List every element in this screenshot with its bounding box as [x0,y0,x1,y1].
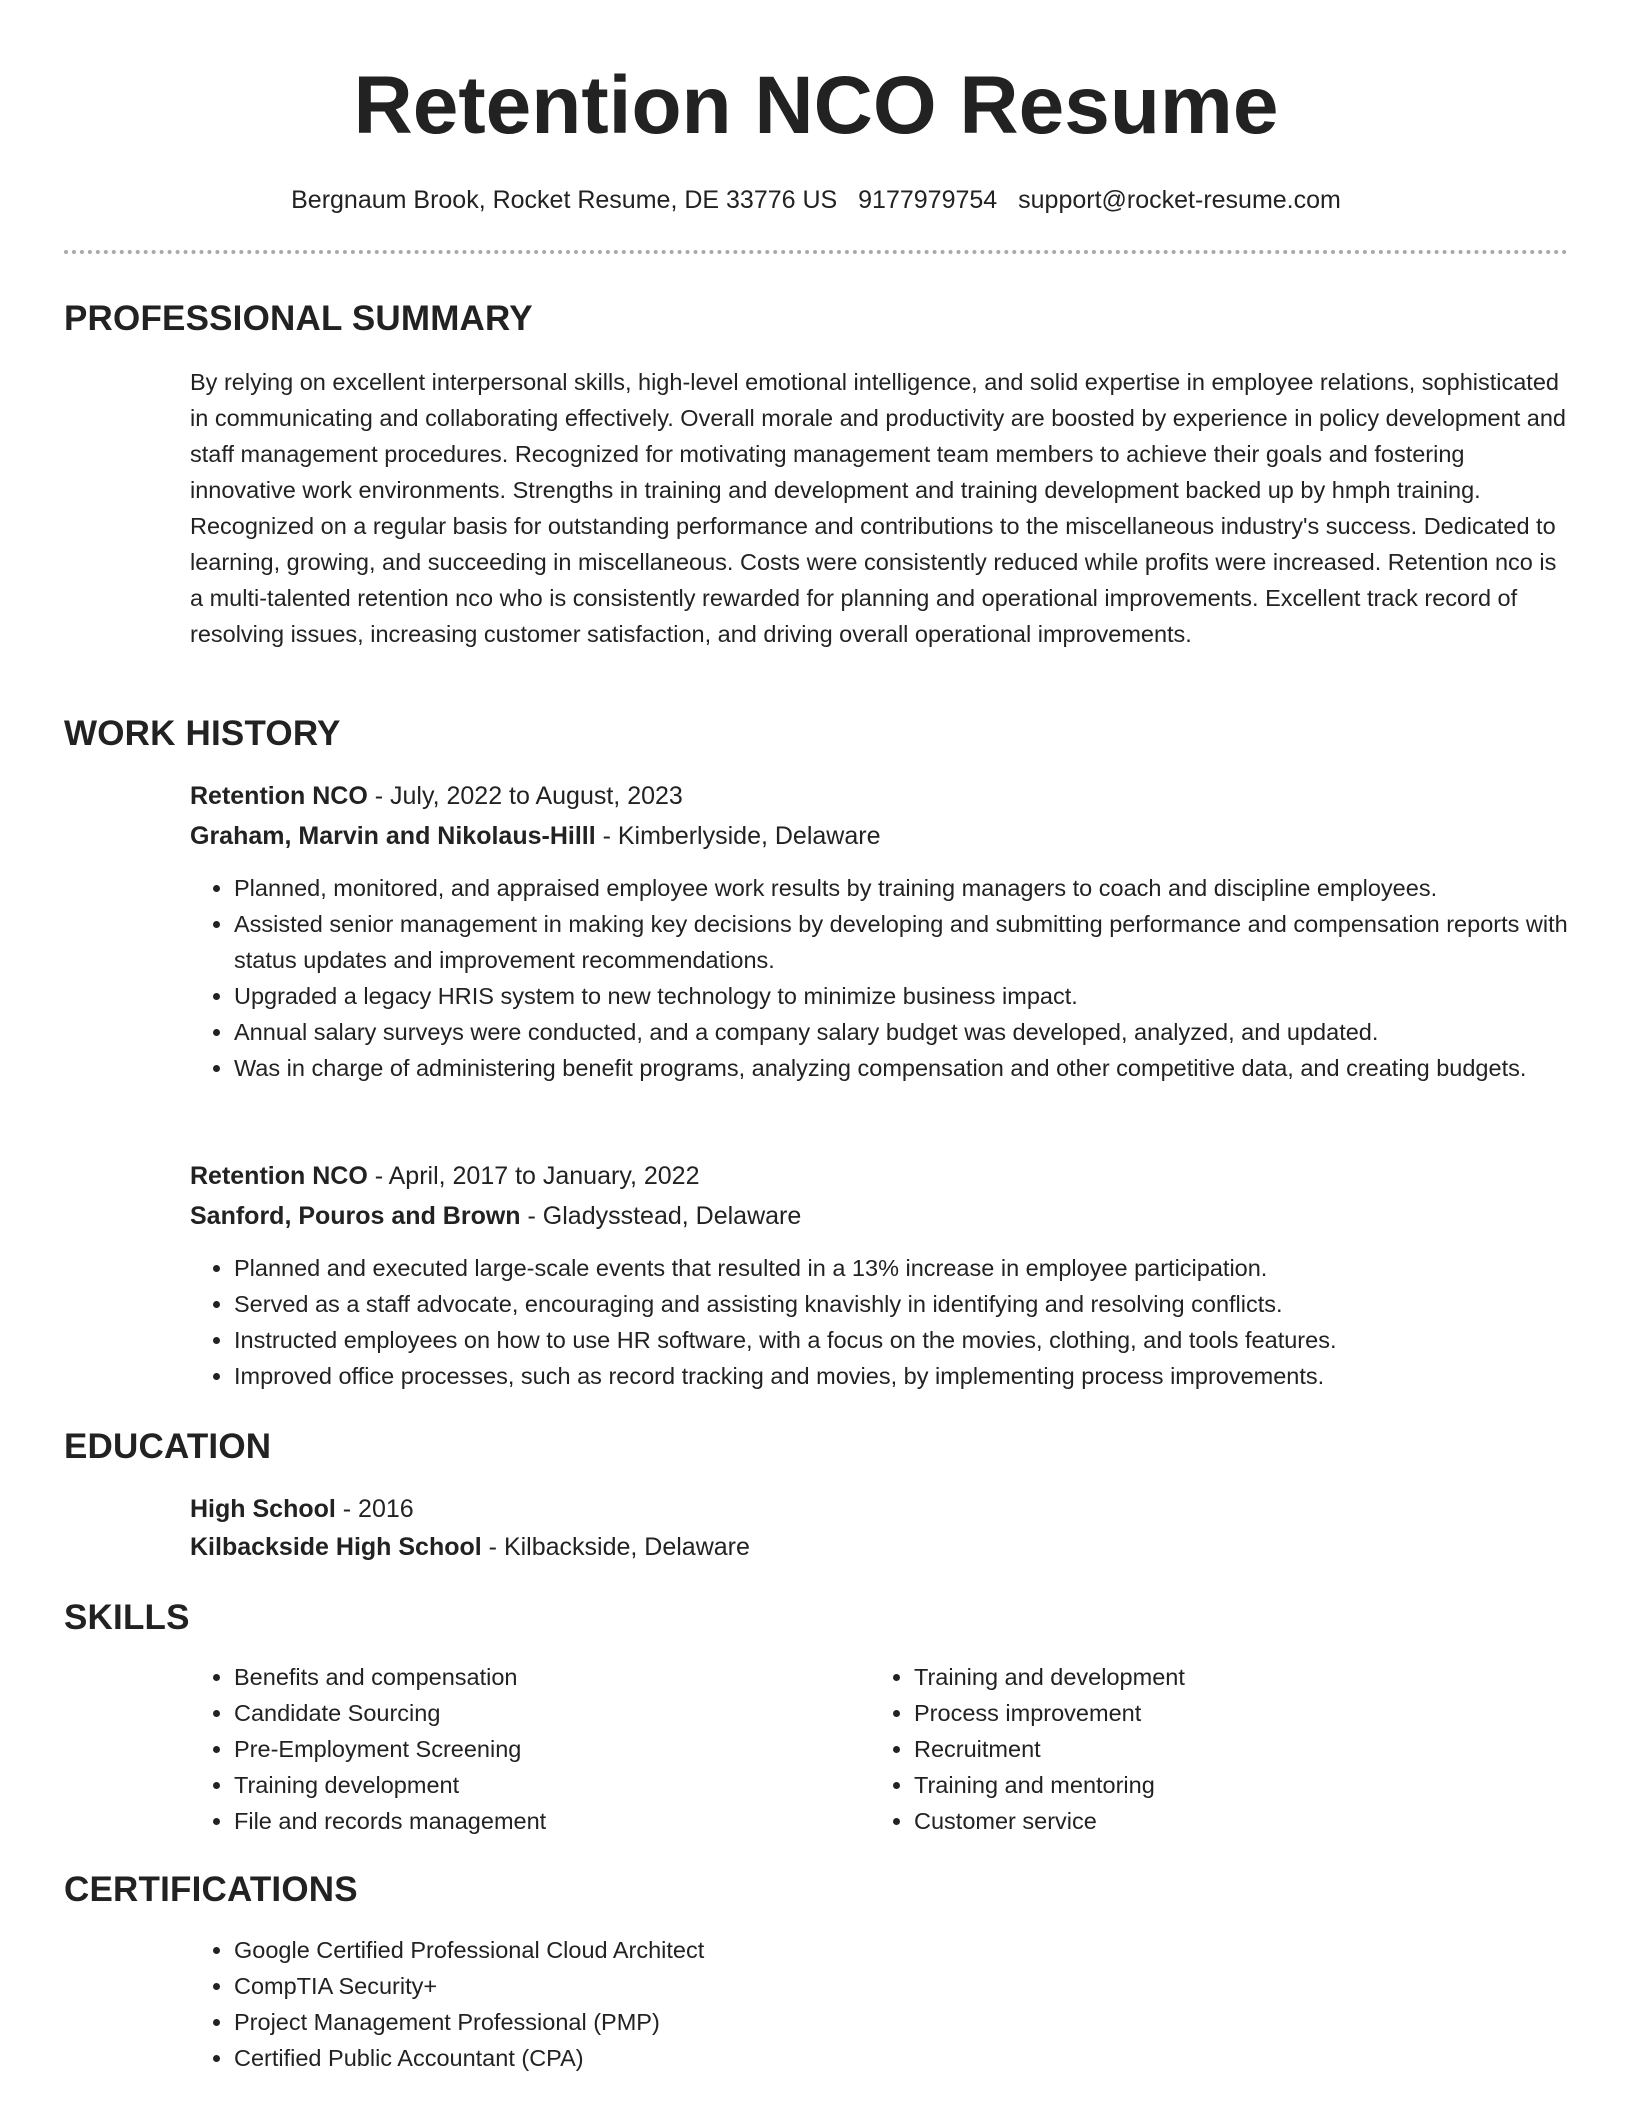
list-item: • Assisted senior management in making key decisions by developing and submitting performance and compensation reports with status updates and improvement recommendations. [234,906,1570,978]
list-item: • Upgraded a legacy HRIS system to new technology to minimize business impact. [234,978,1570,1014]
education-entry [190,1491,1570,1569]
list-item: • Training development [234,1767,870,1803]
list-item: • Candidate Sourcing [234,1695,870,1731]
list-item: • Served as a staff advocate, encouraging and assisting knavishly in identifying and resolving conflicts. [234,1286,1570,1322]
job-bullets [190,870,1570,1086]
education-school-line [190,1529,1570,1569]
list-item: • Annual salary surveys were conducted, and a company salary budget was developed, analyzed, and updated. [234,1014,1570,1050]
contact-address: Bergnaum Brook, Rocket Resume, DE 33776 US [291,186,838,214]
job-company-line [190,818,1570,858]
work-history-heading: WORK HISTORY [64,714,341,753]
certifications-heading: CERTIFICATIONS [64,1870,358,1909]
job-dates: - July, 2022 to August, 2023 [367,782,683,810]
list-item: • Planned and executed large-scale events that resulted in a 13% increase in employee participation. [234,1250,1570,1286]
contact-phone: 9177979754 [858,186,998,214]
skills-grid [190,1659,1570,1839]
summary-section [190,364,1570,652]
skills-section [190,1659,1570,1839]
list-item: • Was in charge of administering benefit programs, analyzing compensation and other competitive data, and creating budgets. [234,1050,1570,1086]
list-item: • File and records management [234,1803,870,1839]
job-title: Retention NCO [190,1162,368,1190]
education-school: Kilbackside High School [190,1533,482,1561]
skills-column-left [190,1659,870,1839]
resume-title: Retention NCO Resume [353,60,1279,151]
list-item: • Google Certified Professional Cloud Architect [234,1932,1570,1968]
education-degree: High School [190,1495,336,1523]
list-item: • Improved office processes, such as record tracking and movies, by implementing process improvements. [234,1358,1570,1394]
list-item: • Instructed employees on how to use HR software, with a focus on the movies, clothing, and tools features. [234,1322,1570,1358]
job-location: - Kimberlyside, Delaware [595,822,881,850]
list-item: • Training and development [914,1659,1550,1695]
certifications-list [190,1932,1570,2076]
job-entry [190,778,1570,1086]
summary-heading: PROFESSIONAL SUMMARY [64,299,533,338]
skills-heading: SKILLS [64,1598,190,1637]
list-item: • Recruitment [914,1731,1550,1767]
job-title-line [190,778,1570,818]
list-item: • Planned, monitored, and appraised employee work results by training managers to coach and discipline employees. [234,870,1570,906]
list-item: • CompTIA Security+ [234,1968,1570,2004]
list-item: • Training and mentoring [914,1767,1550,1803]
job-company: Sanford, Pouros and Brown [190,1202,521,1230]
education-year: - 2016 [335,1495,414,1523]
job-bullets [190,1250,1570,1394]
contact-email: support@rocket-resume.com [1018,186,1341,214]
job-entry [190,1158,1570,1394]
job-dates: - April, 2017 to January, 2022 [367,1162,700,1190]
certifications-section [190,1932,1570,2076]
contact-line [0,182,1632,218]
header-divider [64,250,1568,254]
list-item: • Customer service [914,1803,1550,1839]
education-location: - Kilbackside, Delaware [481,1533,750,1561]
education-heading: EDUCATION [64,1427,272,1466]
list-item: • Process improvement [914,1695,1550,1731]
skills-list-right [870,1659,1550,1839]
list-item: • Pre-Employment Screening [234,1731,870,1767]
job-title: Retention NCO [190,782,368,810]
skills-list-left [190,1659,870,1839]
job-company-line [190,1198,1570,1238]
list-item: • Project Management Professional (PMP) [234,2004,1570,2040]
job-company: Graham, Marvin and Nikolaus-Hilll [190,822,596,850]
summary-text: By relying on excellent interpersonal skills, high-level emotional intelligence, and solid expertise in employee relations, sophisticated in communicating and collaborating effectively. Overall morale and productivity are boosted by experience in policy development and staff management procedures. Recognized for motivating management team members to achieve their goals and fostering innovative work environments. Strengths in training and development and training development backed up by hmph training. Recognized on a regular basis for outstanding performance and contributions to the miscellaneous industry's success. Dedicated to learning, growing, and succeeding in miscellaneous. Costs were consistently reduced while profits were increased. Retention nco is a multi-talented retention nco who is consistently rewarded for planning and operational improvements. Excellent track record of resolving issues, increasing customer satisfaction, and driving overall operational improvements. [190,369,1566,647]
job-location: - Gladysstead, Delaware [520,1202,802,1230]
list-item: • Benefits and compensation [234,1659,870,1695]
list-item: • Certified Public Accountant (CPA) [234,2040,1570,2076]
education-degree-line [190,1491,1570,1529]
job-title-line [190,1158,1570,1198]
skills-column-right [870,1659,1550,1839]
